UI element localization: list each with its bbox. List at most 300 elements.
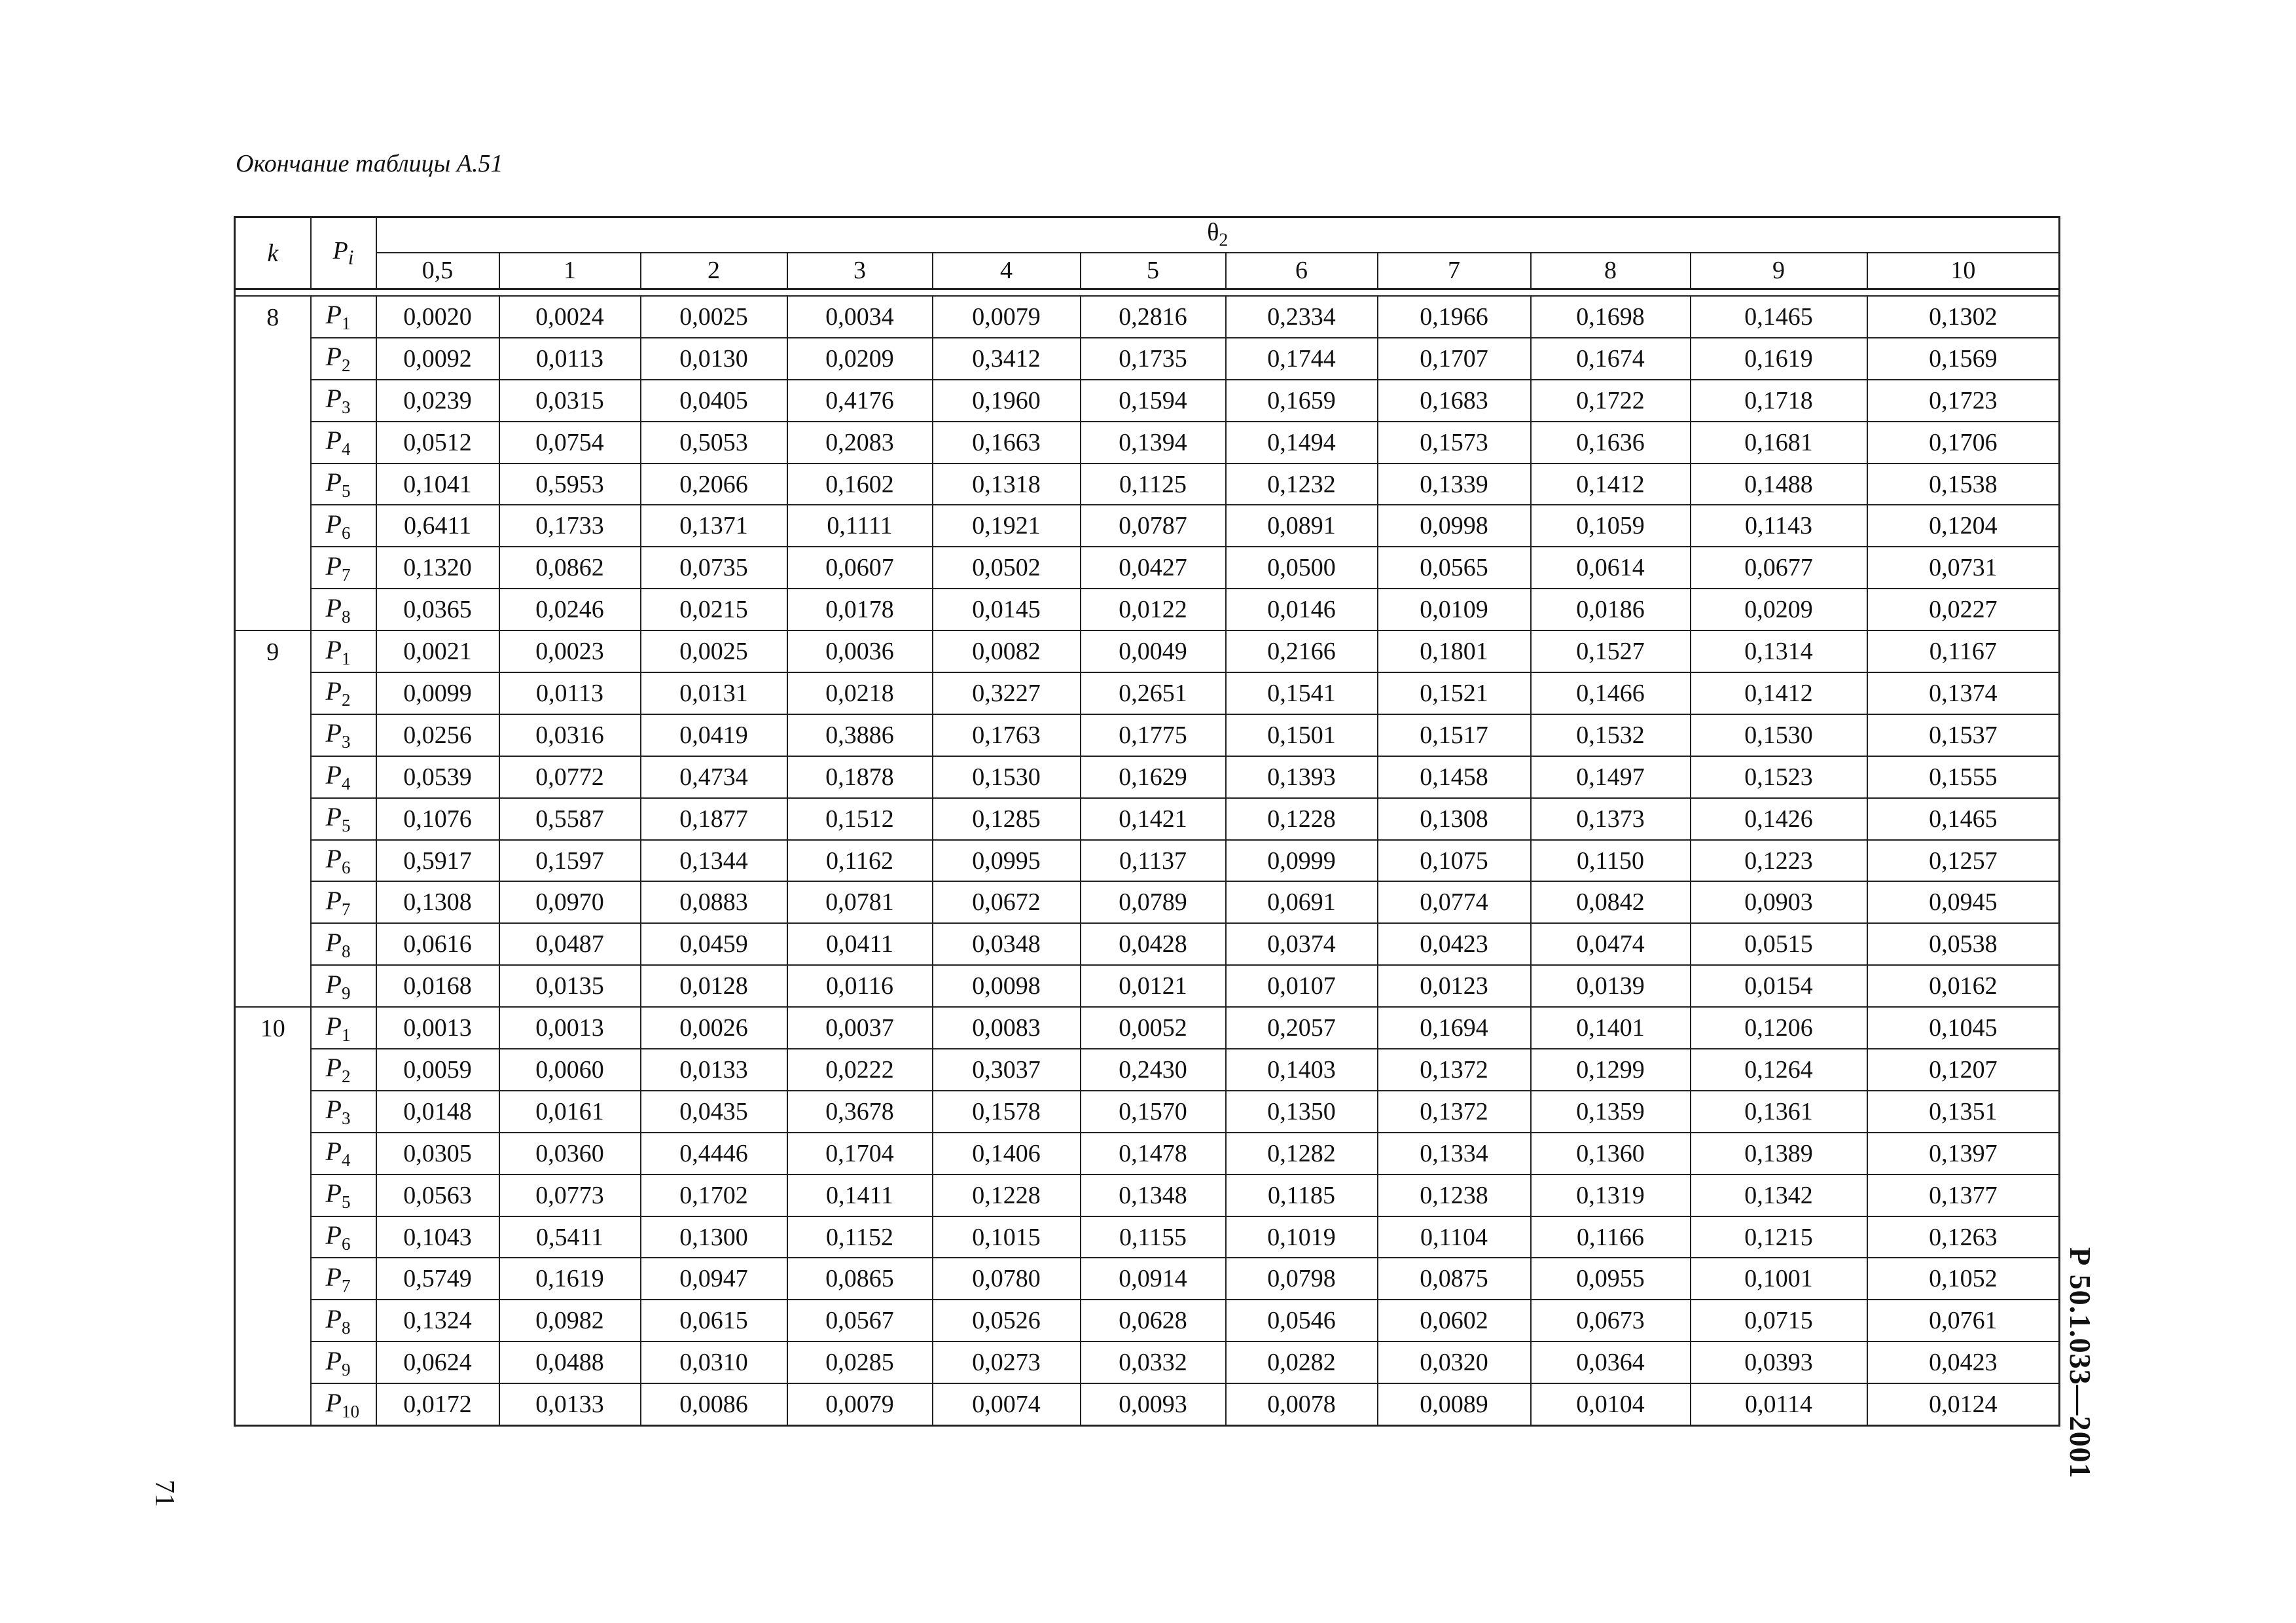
value-cell: 0,1373 [1531,798,1691,840]
value-cell: 0,1350 [1226,1091,1378,1133]
value-cell: 0,1597 [499,840,641,882]
value-cell: 0,0500 [1226,547,1378,589]
value-cell: 0,0113 [499,672,641,714]
column-header-cell: 1 [499,253,641,289]
value-cell: 0,0614 [1531,547,1691,589]
value-cell: 0,0285 [787,1341,933,1383]
p-label-cell [311,1383,376,1425]
value-cell: 0,1162 [787,840,933,882]
value-cell: 0,0970 [499,881,641,923]
p-symbol: P [325,1095,342,1125]
header-p-subscript: i [348,246,354,269]
value-cell: 0,0691 [1226,881,1378,923]
value-cell: 0,0364 [1531,1341,1691,1383]
column-header-cell: 7 [1378,253,1531,289]
p-symbol: P [325,384,342,414]
value-cell: 0,2430 [1081,1049,1226,1091]
p-label-cell [311,589,376,630]
value-cell: 0,1342 [1691,1175,1867,1216]
value-cell: 0,1512 [787,798,933,840]
p-symbol: P [325,634,342,665]
table-caption: Окончание таблицы А.51 [236,150,503,177]
table-row [235,505,2060,547]
value-cell: 0,1167 [1867,630,2060,672]
p-label-cell [311,464,376,505]
value-cell: 0,0078 [1226,1383,1378,1425]
value-cell: 0,0154 [1691,965,1867,1007]
value-cell: 0,0133 [641,1049,787,1091]
p-subscript: 6 [341,522,351,543]
value-cell: 0,1707 [1378,338,1531,380]
p-subscript: 5 [341,816,351,836]
p-symbol: P [325,551,342,581]
value-cell: 0,0218 [787,672,933,714]
value-cell: 0,1043 [376,1216,499,1258]
value-cell: 0,0135 [499,965,641,1007]
p-subscript: 1 [341,648,351,668]
value-cell: 0,0074 [933,1383,1081,1425]
value-cell: 0,1374 [1867,672,2060,714]
table-row [235,422,2060,464]
k-group [235,630,2060,1007]
value-cell: 0,1494 [1226,422,1378,464]
p-symbol: P [325,676,342,706]
p-subscript: 4 [341,774,351,794]
value-cell: 0,1683 [1378,380,1531,422]
value-cell: 0,1532 [1531,714,1691,756]
value-cell: 0,1744 [1226,338,1378,380]
value-cell: 0,1285 [933,798,1081,840]
p-subscript: 4 [341,1150,351,1171]
value-cell: 0,0025 [641,630,787,672]
value-cell: 0,0865 [787,1258,933,1300]
value-cell: 0,0098 [933,965,1081,1007]
p-symbol: P [325,1137,342,1167]
column-header-cell: 3 [787,253,933,289]
value-cell: 0,0947 [641,1258,787,1300]
value-cell: 0,1207 [1867,1049,2060,1091]
value-cell: 0,0903 [1691,881,1867,923]
value-cell: 0,1578 [933,1091,1081,1133]
value-cell: 0,1257 [1867,840,2060,882]
value-cell: 0,0021 [376,630,499,672]
value-cell: 0,1155 [1081,1216,1226,1258]
value-cell: 0,0774 [1378,881,1531,923]
value-cell: 0,1125 [1081,464,1226,505]
p-label-cell [311,1133,376,1175]
p-label-cell [311,338,376,380]
value-cell: 0,0780 [933,1258,1081,1300]
value-cell: 0,1878 [787,756,933,798]
table-row [235,547,2060,589]
p-label-cell [311,1175,376,1216]
value-cell: 0,0124 [1867,1383,2060,1425]
p-label-cell [311,1341,376,1383]
p-label-cell [311,296,376,338]
header-separator [235,289,2060,297]
value-cell: 0,0332 [1081,1341,1226,1383]
p-subscript: 1 [341,1025,351,1045]
p-subscript: 9 [341,1359,351,1379]
p-subscript: 5 [341,1192,351,1213]
table-row [235,1049,2060,1091]
value-cell: 0,1001 [1691,1258,1867,1300]
value-cell: 0,1045 [1867,1007,2060,1049]
value-cell: 0,1412 [1691,672,1867,714]
value-cell: 0,0099 [376,672,499,714]
value-cell: 0,1406 [933,1133,1081,1175]
table-row [235,589,2060,630]
p-subscript: 10 [341,1401,359,1421]
value-cell: 0,1570 [1081,1091,1226,1133]
value-cell: 0,1318 [933,464,1081,505]
value-cell: 0,1458 [1378,756,1531,798]
value-cell: 0,0104 [1531,1383,1691,1425]
value-cell: 0,0186 [1531,589,1691,630]
column-header-cell: 5 [1081,253,1226,289]
value-cell: 0,6411 [376,505,499,547]
table-row [235,1007,2060,1049]
value-cell: 0,0161 [499,1091,641,1133]
value-cell: 0,4176 [787,380,933,422]
value-cell: 0,1015 [933,1216,1081,1258]
value-cell: 0,5053 [641,422,787,464]
value-cell: 0,1059 [1531,505,1691,547]
value-cell: 0,1348 [1081,1175,1226,1216]
value-cell: 0,0305 [376,1133,499,1175]
value-cell: 0,0273 [933,1341,1081,1383]
p-symbol: P [325,885,342,915]
value-cell: 0,0999 [1226,840,1378,882]
value-cell: 0,0787 [1081,505,1226,547]
value-cell: 0,1426 [1691,798,1867,840]
value-cell: 0,0875 [1378,1258,1531,1300]
value-cell: 0,0113 [499,338,641,380]
value-cell: 0,5917 [376,840,499,882]
k-value-cell: 9 [235,630,311,1007]
value-cell: 0,0945 [1867,881,2060,923]
value-cell: 0,0761 [1867,1300,2060,1341]
value-cell: 0,0546 [1226,1300,1378,1341]
value-cell: 0,0539 [376,756,499,798]
value-cell: 0,0013 [376,1007,499,1049]
table-row [235,1091,2060,1133]
value-cell: 0,0772 [499,756,641,798]
value-cell: 0,2651 [1081,672,1226,714]
value-cell: 0,1215 [1691,1216,1867,1258]
value-cell: 0,0139 [1531,965,1691,1007]
value-cell: 0,0239 [376,380,499,422]
p-symbol: P [325,593,342,623]
value-cell: 0,0883 [641,881,787,923]
p-subscript: 1 [341,314,351,334]
p-label-cell [311,380,376,422]
p-symbol: P [325,969,342,999]
value-cell: 0,0374 [1226,923,1378,965]
value-cell: 0,0227 [1867,589,2060,630]
value-cell: 0,1204 [1867,505,2060,547]
header-theta-subscript: 2 [1219,230,1229,251]
p-label-cell [311,840,376,882]
value-cell: 0,0178 [787,589,933,630]
value-cell: 0,0052 [1081,1007,1226,1049]
value-cell: 0,0628 [1081,1300,1226,1341]
value-cell: 0,0315 [499,380,641,422]
value-cell: 0,0955 [1531,1258,1691,1300]
value-cell: 0,1698 [1531,296,1691,338]
value-cell: 0,0172 [376,1383,499,1425]
value-cell: 0,0474 [1531,923,1691,965]
k-value-cell: 8 [235,296,311,630]
p-symbol: P [325,1178,342,1209]
value-cell: 0,1412 [1531,464,1691,505]
value-cell: 0,0093 [1081,1383,1226,1425]
value-cell: 0,0036 [787,630,933,672]
p-symbol: P [325,467,342,497]
value-cell: 0,0365 [376,589,499,630]
value-cell: 0,1619 [1691,338,1867,380]
document-code: Р 50.1.033—2001 [2064,1247,2097,1479]
value-cell: 0,3037 [933,1049,1081,1091]
p-label-cell [311,1300,376,1341]
value-cell: 0,1411 [787,1175,933,1216]
table-row [235,756,2060,798]
value-cell: 0,0083 [933,1007,1081,1049]
value-cell: 0,1521 [1378,672,1531,714]
value-cell: 0,1401 [1531,1007,1691,1049]
value-cell: 0,1527 [1531,630,1691,672]
column-header-cell: 0,5 [376,253,499,289]
value-cell: 0,0995 [933,840,1081,882]
value-cell: 0,1763 [933,714,1081,756]
value-cell: 0,1517 [1378,714,1531,756]
header-p [311,217,376,289]
value-cell: 0,0754 [499,422,641,464]
table-row [235,1258,2060,1300]
value-cell: 0,1372 [1378,1091,1531,1133]
value-cell: 0,0731 [1867,547,2060,589]
p-subscript: 6 [341,858,351,878]
value-cell: 0,1681 [1691,422,1867,464]
value-cell: 0,1137 [1081,840,1226,882]
value-cell: 0,1403 [1226,1049,1378,1091]
value-cell: 0,0360 [499,1133,641,1175]
value-cell: 0,0089 [1378,1383,1531,1425]
value-cell: 0,0419 [641,714,787,756]
value-cell: 0,1704 [787,1133,933,1175]
value-cell: 0,1775 [1081,714,1226,756]
value-cell: 0,1877 [641,798,787,840]
value-cell: 0,0168 [376,965,499,1007]
value-cell: 0,4446 [641,1133,787,1175]
p-label-cell [311,1258,376,1300]
value-cell: 0,1372 [1378,1049,1531,1091]
value-cell: 0,1735 [1081,338,1226,380]
value-cell: 0,0209 [1691,589,1867,630]
value-cell: 0,0092 [376,338,499,380]
value-cell: 0,1602 [787,464,933,505]
p-symbol: P [325,300,342,330]
value-cell: 0,0133 [499,1383,641,1425]
value-cell: 0,0246 [499,589,641,630]
p-subscript: 9 [341,983,351,1003]
p-symbol: P [325,1387,342,1417]
value-cell: 0,1541 [1226,672,1378,714]
value-cell: 0,0538 [1867,923,2060,965]
value-cell: 0,1397 [1867,1133,2060,1175]
p-subscript: 7 [341,899,351,919]
value-cell: 0,1263 [1867,1216,2060,1258]
value-cell: 0,0222 [787,1049,933,1091]
table-row [235,714,2060,756]
p-subscript: 3 [341,397,351,418]
header-theta-symbol: θ [1207,219,1219,247]
value-cell: 0,1228 [933,1175,1081,1216]
value-cell: 0,1360 [1531,1133,1691,1175]
page-number: 71 [149,1480,179,1507]
value-cell: 0,1733 [499,505,641,547]
value-cell: 0,0026 [641,1007,787,1049]
value-cell: 0,1334 [1378,1133,1531,1175]
value-cell: 0,1308 [1378,798,1531,840]
p-label-cell [311,547,376,589]
value-cell: 0,1041 [376,464,499,505]
value-cell: 0,5411 [499,1216,641,1258]
value-cell: 0,0079 [787,1383,933,1425]
value-cell: 0,1389 [1691,1133,1867,1175]
value-cell: 0,1569 [1867,338,2060,380]
value-cell: 0,1324 [376,1300,499,1341]
value-cell: 0,0502 [933,547,1081,589]
value-cell: 0,1523 [1691,756,1867,798]
value-cell: 0,0677 [1691,547,1867,589]
column-header-cell: 8 [1531,253,1691,289]
value-cell: 0,1478 [1081,1133,1226,1175]
p-subscript: 4 [341,439,351,460]
value-cell: 0,0672 [933,881,1081,923]
p-label-cell [311,422,376,464]
value-cell: 0,1076 [376,798,499,840]
p-symbol: P [325,342,342,372]
value-cell: 0,0121 [1081,965,1226,1007]
value-cell: 0,1185 [1226,1175,1378,1216]
value-cell: 0,0512 [376,422,499,464]
p-symbol: P [325,1304,342,1334]
value-cell: 0,1421 [1081,798,1226,840]
value-cell: 0,1466 [1531,672,1691,714]
p-subscript: 8 [341,1317,351,1338]
table-row [235,798,2060,840]
value-cell: 0,1393 [1226,756,1378,798]
value-cell: 0,0487 [499,923,641,965]
column-header-cell: 10 [1867,253,2060,289]
value-cell: 0,1966 [1378,296,1531,338]
value-cell: 0,1150 [1531,840,1691,882]
table-row [235,881,2060,923]
value-cell: 0,1921 [933,505,1081,547]
value-cell: 0,0735 [641,547,787,589]
column-header-cell: 2 [641,253,787,289]
p-subscript: 2 [341,1067,351,1087]
value-cell: 0,1104 [1378,1216,1531,1258]
p-label-cell [311,881,376,923]
value-cell: 0,0862 [499,547,641,589]
table-row [235,923,2060,965]
value-cell: 0,1594 [1081,380,1226,422]
value-cell: 0,0427 [1081,547,1226,589]
header-theta [376,217,2060,253]
value-cell: 0,2166 [1226,630,1378,672]
column-header-cell: 4 [933,253,1081,289]
value-cell: 0,1555 [1867,756,2060,798]
value-cell: 0,0025 [641,296,787,338]
value-cell: 0,1960 [933,380,1081,422]
value-cell: 0,1538 [1867,464,2060,505]
column-header-row [235,253,2060,289]
k-group [235,296,2060,630]
p-symbol: P [325,1262,342,1292]
p-symbol: P [325,927,342,957]
value-cell: 0,0034 [787,296,933,338]
value-cell: 0,1619 [499,1258,641,1300]
value-cell: 0,0842 [1531,881,1691,923]
value-cell: 0,0488 [499,1341,641,1383]
value-cell: 0,0615 [641,1300,787,1341]
value-cell: 0,0891 [1226,505,1378,547]
value-cell: 0,1359 [1531,1091,1691,1133]
value-cell: 0,1166 [1531,1216,1691,1258]
value-cell: 0,0348 [933,923,1081,965]
p-label-cell [311,1216,376,1258]
value-cell: 0,1075 [1378,840,1531,882]
table-row [235,840,2060,882]
value-cell: 0,0128 [641,965,787,1007]
table-row [235,630,2060,672]
value-cell: 0,1530 [933,756,1081,798]
value-cell: 0,3227 [933,672,1081,714]
value-cell: 0,0459 [641,923,787,965]
value-cell: 0,1488 [1691,464,1867,505]
value-cell: 0,2057 [1226,1007,1378,1049]
value-cell: 0,1530 [1691,714,1867,756]
value-cell: 0,1232 [1226,464,1378,505]
value-cell: 0,2083 [787,422,933,464]
value-cell: 0,1371 [641,505,787,547]
table-row [235,1175,2060,1216]
value-cell: 0,1223 [1691,840,1867,882]
value-cell: 0,0079 [933,296,1081,338]
value-cell: 0,1344 [641,840,787,882]
value-cell: 0,0059 [376,1049,499,1091]
value-cell: 0,1299 [1531,1049,1691,1091]
value-cell: 0,0282 [1226,1341,1378,1383]
value-cell: 0,1300 [641,1216,787,1258]
value-cell: 0,5749 [376,1258,499,1300]
value-cell: 0,1282 [1226,1133,1378,1175]
p-symbol: P [325,426,342,456]
value-cell: 0,1674 [1531,338,1691,380]
value-cell: 0,3678 [787,1091,933,1133]
column-header-cell: 6 [1226,253,1378,289]
value-cell: 0,0616 [376,923,499,965]
value-cell: 0,0256 [376,714,499,756]
value-cell: 0,0526 [933,1300,1081,1341]
p-subscript: 6 [341,1234,351,1254]
value-cell: 0,0082 [933,630,1081,672]
table-row [235,1341,2060,1383]
value-cell: 0,3886 [787,714,933,756]
value-cell: 0,1537 [1867,714,2060,756]
